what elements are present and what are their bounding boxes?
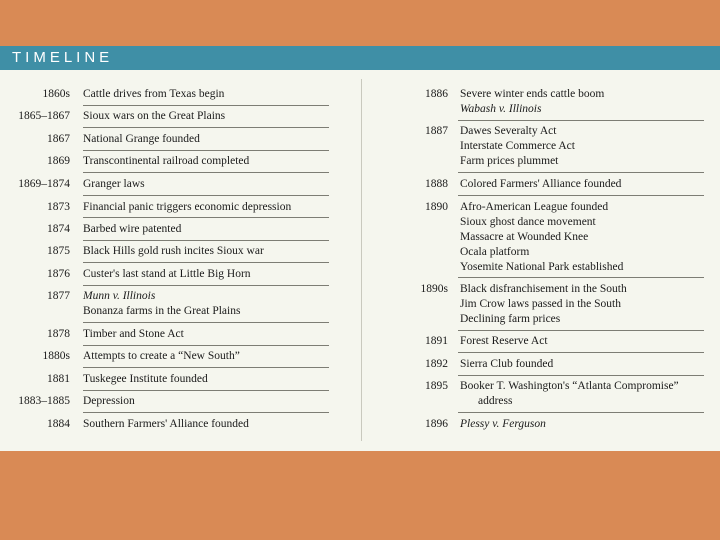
- timeline-title: TIMELINE: [12, 49, 114, 66]
- entry-rule: [83, 172, 329, 173]
- entry-rule: [458, 412, 704, 413]
- entry-date: 1883–1885: [18, 395, 70, 407]
- entry-text: Booker T. Washington's “Atlanta Compromise”: [460, 380, 679, 392]
- entry-text: Yosemite National Park established: [460, 261, 624, 273]
- entry-rule: [458, 172, 704, 173]
- entry-date: 1867: [47, 133, 70, 145]
- entry-text: Plessy v. Ferguson: [460, 418, 546, 430]
- entry-text: Wabash v. Illinois: [460, 103, 542, 115]
- entry-date: 1886: [425, 88, 448, 100]
- entry-date: 1890: [425, 201, 448, 213]
- entry-text: Sioux ghost dance movement: [460, 216, 596, 228]
- entry-date: 1865–1867: [18, 110, 70, 122]
- entry-text: Cattle drives from Texas begin: [83, 88, 225, 100]
- entry-date: 1878: [47, 328, 70, 340]
- entry-date: 1860s: [42, 88, 70, 100]
- entry-date: 1888: [425, 178, 448, 190]
- entry-date: 1869: [47, 155, 70, 167]
- entry-rule: [83, 195, 329, 196]
- entry-text: Farm prices plummet: [460, 155, 559, 167]
- entry-text: National Grange founded: [83, 133, 200, 145]
- bottom-band: [0, 451, 720, 540]
- entry-rule: [83, 150, 329, 151]
- entry-text: Afro-American League founded: [460, 201, 609, 213]
- entry-text: Sioux wars on the Great Plains: [83, 110, 226, 122]
- entry-text: address: [478, 395, 513, 407]
- entry-rule: [83, 240, 329, 241]
- entry-text: Interstate Commerce Act: [460, 140, 575, 152]
- entry-date: 1895: [425, 380, 448, 392]
- entry-date: 1874: [47, 223, 70, 235]
- entry-text: Timber and Stone Act: [83, 328, 184, 340]
- entry-rule: [83, 127, 329, 128]
- entry-text: Tuskegee Institute founded: [83, 373, 208, 385]
- entry-text: Sierra Club founded: [460, 358, 554, 370]
- entry-rule: [83, 412, 329, 413]
- entry-date: 1890s: [420, 283, 448, 295]
- entry-rule: [458, 375, 704, 376]
- entry-date: 1877: [47, 290, 70, 302]
- entry-rule: [83, 345, 329, 346]
- entry-date: 1887: [425, 125, 448, 137]
- entry-rule: [458, 195, 704, 196]
- timeline-header: [0, 46, 720, 70]
- entry-text: Dawes Severalty Act: [460, 125, 557, 137]
- entry-date: 1881: [47, 373, 70, 385]
- entry-date: 1896: [425, 418, 448, 430]
- entry-text: Bonanza farms in the Great Plains: [83, 305, 241, 317]
- entry-text: Granger laws: [83, 178, 145, 190]
- entry-text: Financial panic triggers economic depression: [83, 201, 292, 213]
- entry-rule: [83, 390, 329, 391]
- entry-text: Attempts to create a “New South”: [83, 350, 240, 362]
- entry-text: Transcontinental railroad completed: [83, 155, 250, 167]
- entry-text: Jim Crow laws passed in the South: [460, 298, 621, 310]
- entry-text: Southern Farmers' Alliance founded: [83, 418, 249, 430]
- entry-date: 1869–1874: [18, 178, 70, 190]
- entry-date: 1891: [425, 335, 448, 347]
- entry-text: Barbed wire patented: [83, 223, 182, 235]
- entry-rule: [83, 262, 329, 263]
- entry-rule: [458, 120, 704, 121]
- entry-date: 1884: [47, 418, 70, 430]
- entry-rule: [458, 352, 704, 353]
- entry-rule: [83, 285, 329, 286]
- entry-date: 1880s: [42, 350, 70, 362]
- entry-date: 1873: [47, 201, 70, 213]
- entry-text: Custer's last stand at Little Big Horn: [83, 268, 251, 280]
- entry-text: Massacre at Wounded Knee: [460, 231, 589, 243]
- entry-text: Black disfranchisement in the South: [460, 283, 627, 295]
- entry-text: Declining farm prices: [460, 313, 561, 325]
- entry-text: Depression: [83, 395, 135, 407]
- entry-rule: [458, 330, 704, 331]
- entry-text: Munn v. Illinois: [83, 290, 156, 302]
- top-band: [0, 0, 720, 46]
- entry-date: 1892: [425, 358, 448, 370]
- entry-rule: [458, 277, 704, 278]
- entry-date: 1875: [47, 245, 70, 257]
- entry-rule: [83, 105, 329, 106]
- entry-text: Forest Reserve Act: [460, 335, 548, 347]
- entry-rule: [83, 322, 329, 323]
- entry-text: Severe winter ends cattle boom: [460, 88, 605, 100]
- entry-text: Ocala platform: [460, 246, 530, 258]
- entry-text: Black Hills gold rush incites Sioux war: [83, 245, 264, 257]
- entry-text: Colored Farmers' Alliance founded: [460, 178, 622, 190]
- column-divider: [361, 79, 362, 441]
- timeline-panel: [0, 46, 720, 451]
- entry-rule: [83, 217, 329, 218]
- entry-date: 1876: [47, 268, 70, 280]
- entry-rule: [83, 367, 329, 368]
